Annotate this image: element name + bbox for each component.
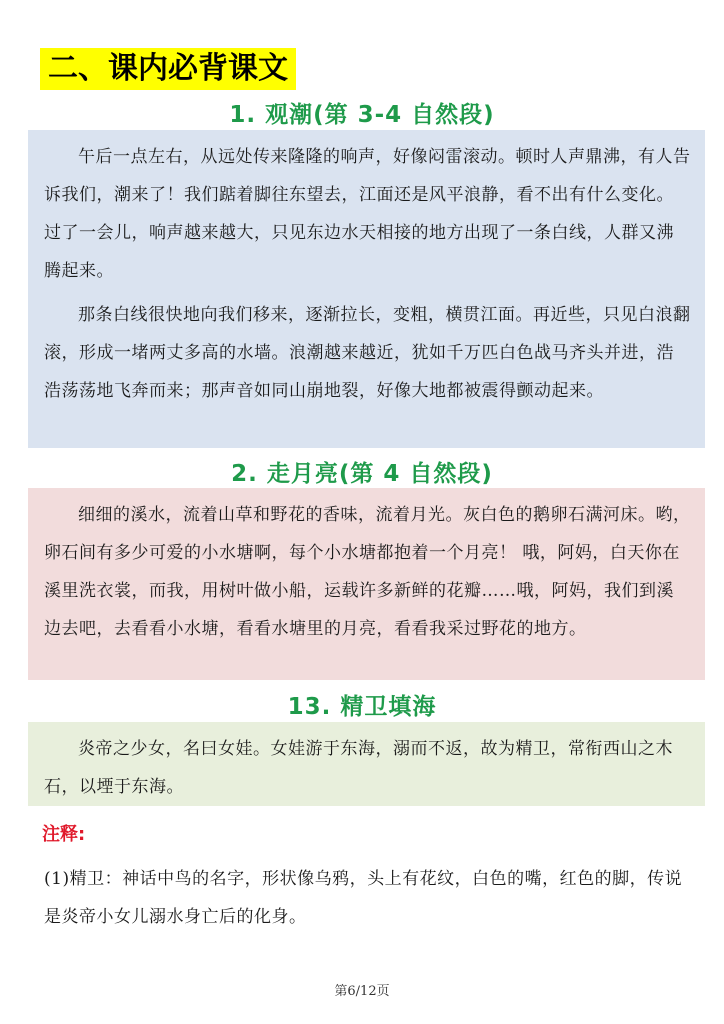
passage-box-jingwei [28, 722, 705, 806]
page-heading: 二、课内必背课文 [40, 48, 296, 90]
section-title-zouyueliang: 2. 走月亮(第 4 自然段) [231, 461, 493, 487]
passage-paragraph: 午后一点左右，从远处传来隆隆的响声，好像闷雷滚动。顿时人声鼎沸，有人告诉我们，潮来了！我们踮着脚往东望去，江面还是风平浪静，看不出有什么变化。过了一会儿，响声越来越大，只见东边水天相接的地方出现了一条白线，人群又沸腾起来。 [44, 147, 691, 281]
section-title-jingwei: 13. 精卫填海 [287, 694, 437, 720]
page-number: 第6/12页 [334, 984, 390, 999]
notes-label: 注释: [42, 824, 86, 845]
passage-paragraph: 细细的溪水，流着山草和野花的香味，流着月光。灰白色的鹅卵石满河床。哟， 卵石间有多少可爱的小水塘啊，每个小水塘都抱着一个月亮！ 哦，阿妈，白天你在溪里洗衣裳，而我，用树叶做小船，运载许多新鲜的花瓣……哦，阿妈，我们到溪边去吧，去看看小水塘，看看水塘里的月亮，看看我采过野花的地方。 [44, 505, 691, 639]
passage-paragraph: 炎帝之少女，名曰女娃。女娃游于东海，溺而不返，故为精卫，常衔西山之木石，以堙于东海。 [44, 739, 673, 797]
passage-paragraph: 那条白线很快地向我们移来，逐渐拉长，变粗，横贯江面。再近些，只见白浪翻滚，形成一堵两丈多高的水墙。浪潮越来越近，犹如千万匹白色战马齐头并进，浩浩荡荡地飞奔而来；那声音如同山崩地裂，好像大地都被震得颤动起来。 [44, 305, 691, 401]
passage-box-guanchao [28, 130, 705, 448]
note-item: (1)精卫：神话中鸟的名字，形状像乌鸦，头上有花纹，白色的嘴，红色的脚，传说是炎帝小女儿溺水身亡后的化身。 [44, 869, 683, 927]
passage-box-zouyueliang [28, 488, 705, 680]
section-title-guanchao: 1. 观潮(第 3-4 自然段) [229, 102, 495, 128]
